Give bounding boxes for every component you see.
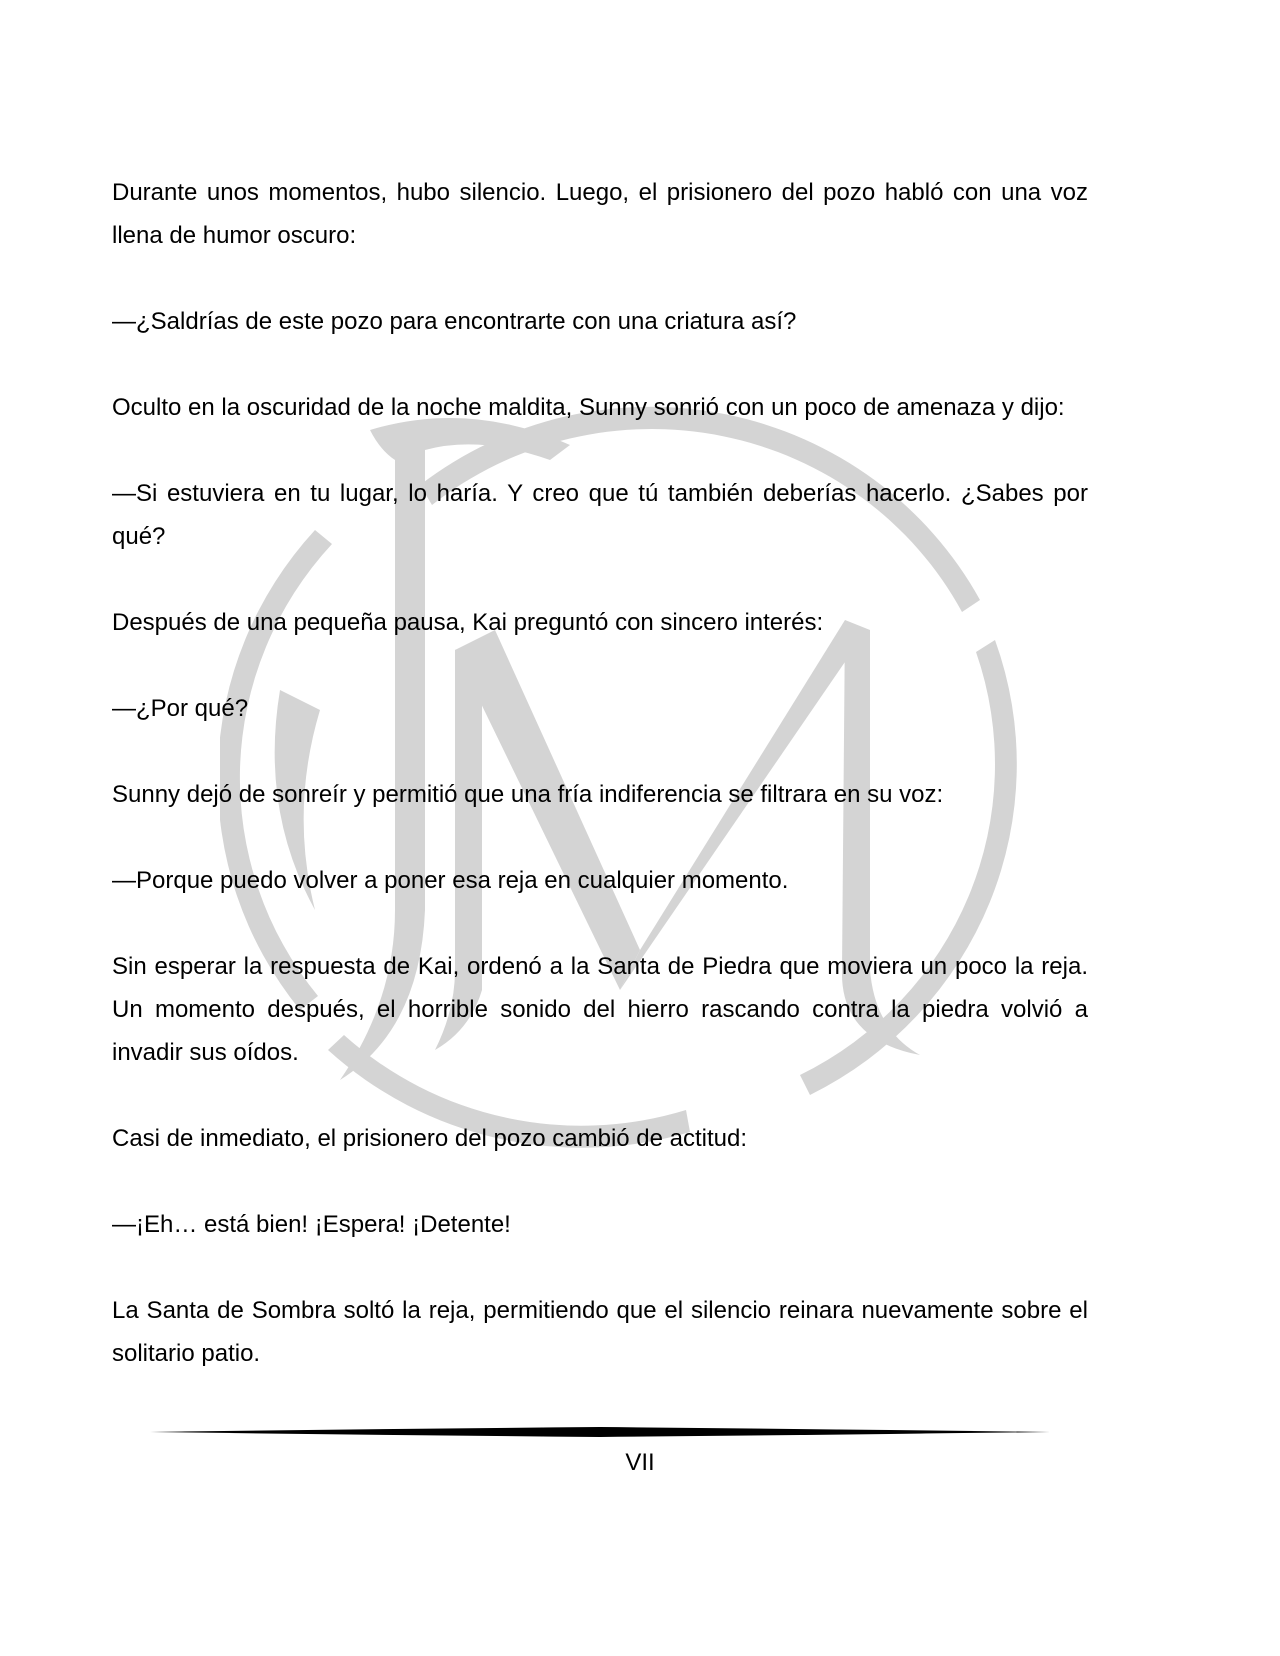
page-number: VII — [625, 1449, 655, 1476]
footer-divider — [150, 1426, 1050, 1438]
paragraph: —¡Eh… está bien! ¡Espera! ¡Detente! — [112, 1211, 511, 1238]
page-body — [112, 171, 1088, 1375]
paragraph: —¿Saldrías de este pozo para encontrarte con una criatura así? — [112, 308, 797, 335]
paragraph: Sunny dejó de sonreír y permitió que una fría indiferencia se filtrara en su voz: — [112, 781, 944, 808]
paragraph: Casi de inmediato, el prisionero del pozo cambió de actitud: — [112, 1125, 748, 1152]
paragraph: —¿Por qué? — [112, 695, 249, 722]
paragraph: Después de una pequeña pausa, Kai preguntó con sincero interés: — [112, 609, 824, 636]
paragraph: —Si estuviera en tu lugar, lo haría. Y creo que tú también deberías hacerlo. ¿Sabes por qué? — [112, 480, 1088, 550]
paragraph: Durante unos momentos, hubo silencio. Luego, el prisionero del pozo habló con una voz llena de humor oscuro: — [112, 179, 1088, 249]
paragraph: Sin esperar la respuesta de Kai, ordenó a la Santa de Piedra que moviera un poco la reja. Un momento después, el horrible sonido del hierro rascando contra la piedra volvió a invadir sus oídos. — [112, 953, 1088, 1066]
paragraph: La Santa de Sombra soltó la reja, permitiendo que el silencio reinara nuevamente sobre el solitario patio. — [112, 1297, 1088, 1367]
paragraph: —Porque puedo volver a poner esa reja en cualquier momento. — [112, 867, 789, 894]
paragraph: Oculto en la oscuridad de la noche maldita, Sunny sonrió con un poco de amenaza y dijo: — [112, 394, 1065, 421]
